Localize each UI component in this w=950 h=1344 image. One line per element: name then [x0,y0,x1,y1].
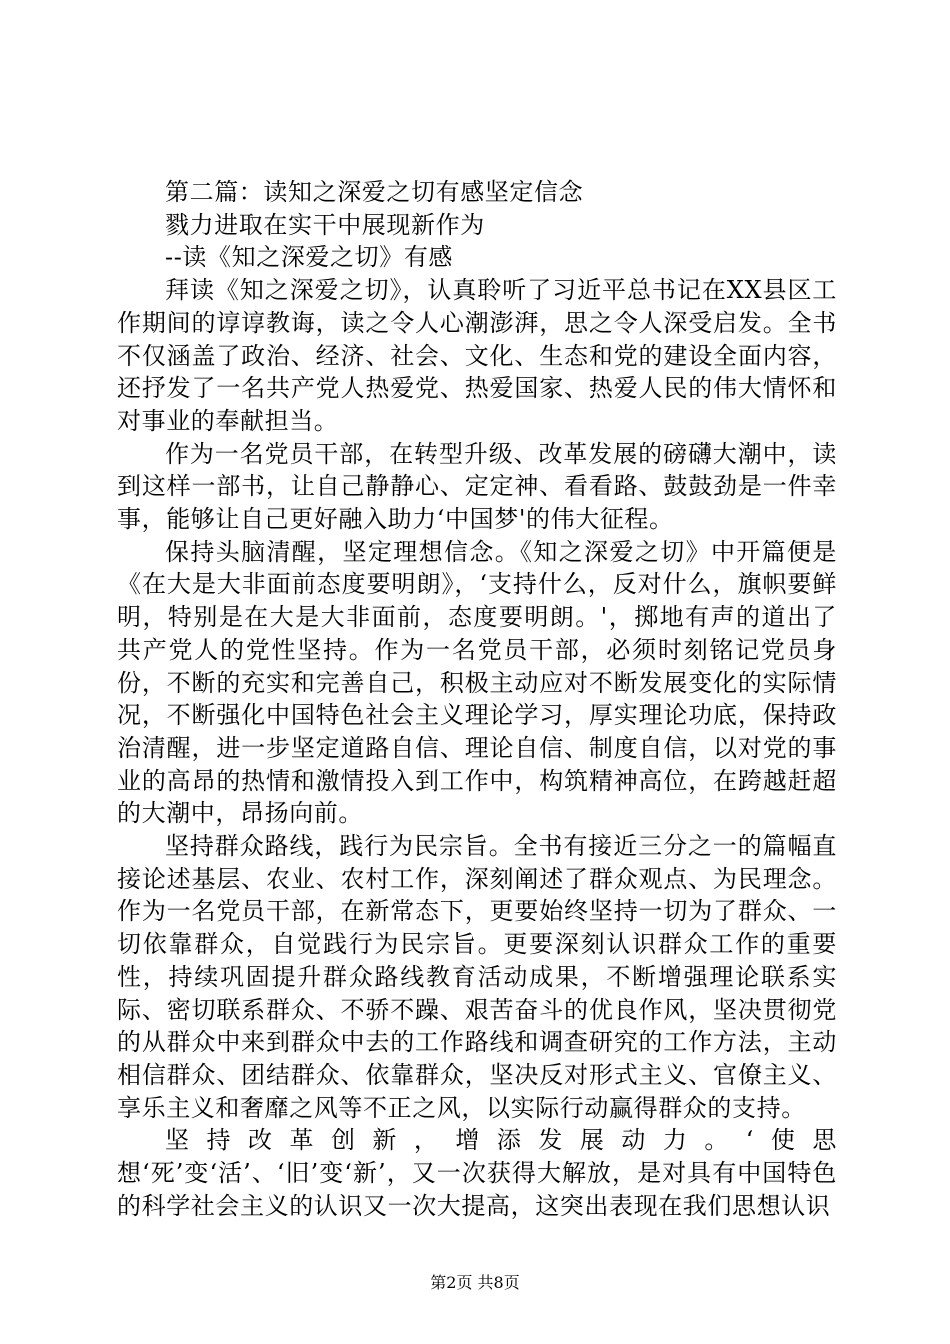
page-number-footer: 第2页 共8页 [430,1273,520,1292]
paragraph-2: 作为一名党员干部，在转型升级、改革发展的磅礴大潮中，读到这样一部书，让自己静静心、定定神、看看路、鼓鼓劲是一件幸事，能够让自己更好融入助力‘中国梦'的伟大征程。 [117,439,837,534]
document-subtitle-secondary: --读《知之深爱之切》有感 [165,243,454,272]
document-title: 第二篇：读知之深爱之切有感坚定信念 [165,178,584,206]
paragraph-5: 坚持改革创新，增添发展动力。‘使思想‘死’变‘活’、‘旧’变‘新’，又一次获得大解放，是对具有中国特色的科学社会主义的认识又一次大提高，这突出表现在我们思想认识 [117,1126,837,1220]
paragraph-1: 拜读《知之深爱之切》，认真聆听了习近平总书记在XX县区工作期间的谆谆教诲，读之令人心潮澎湃，思之令人深受启发。全书不仅涵盖了政治、经济、社会、文化、生态和党的建设全面内容，还抒发了一名共产党人热爱党、热爱国家、热爱人民的伟大情怀和对事业的奉献担当。 [117,276,837,435]
document-body [117,176,837,1223]
paragraph-4: 坚持群众路线，践行为民宗旨。全书有接近三分之一的篇幅直接论述基层、农业、农村工作，深刻阐述了群众观点、为民理念。作为一名党员干部，在新常态下，更要始终坚持一切为了群众、一切依靠群众，自觉践行为民宗旨。更要深刻认识群众工作的重要性，持续巩固提升群众路线教育活动成果，不断增强理论联系实际、密切联系群众、不骄不躁、艰苦奋斗的优良作风，坚决贯彻党的从群众中来到群众中去的工作路线和调查研究的工作方法，主动相信群众、团结群众、依靠群众，坚决反对形式主义、官僚主义、享乐主义和奢靡之风等不正之风，以实际行动赢得群众的支持。 [117,832,837,1122]
paragraph-3: 保持头脑清醒，坚定理想信念。《知之深爱之切》中开篇便是《在大是大非面前态度要明朗》，‘支持什么，反对什么，旗帜要鲜明，特别是在大是大非面前，态度要明朗。'，掷地有声的道出了共产党人的党性坚持。作为一名党员干部，必须时刻铭记党员身份，不断的充实和完善自己，积极主动应对不断发展变化的实际情况，不断强化中国特色社会主义理论学习，厚实理论功底，保持政治清醒，进一步坚定道路自信、理论自信、制度自信，以对党的事业的高昂的热情和激情投入到工作中，构筑精神高位，在跨越赶超的大潮中，昂扬向前。 [117,537,837,828]
document-subtitle: 戮力进取在实干中展现新作为 [165,210,485,239]
